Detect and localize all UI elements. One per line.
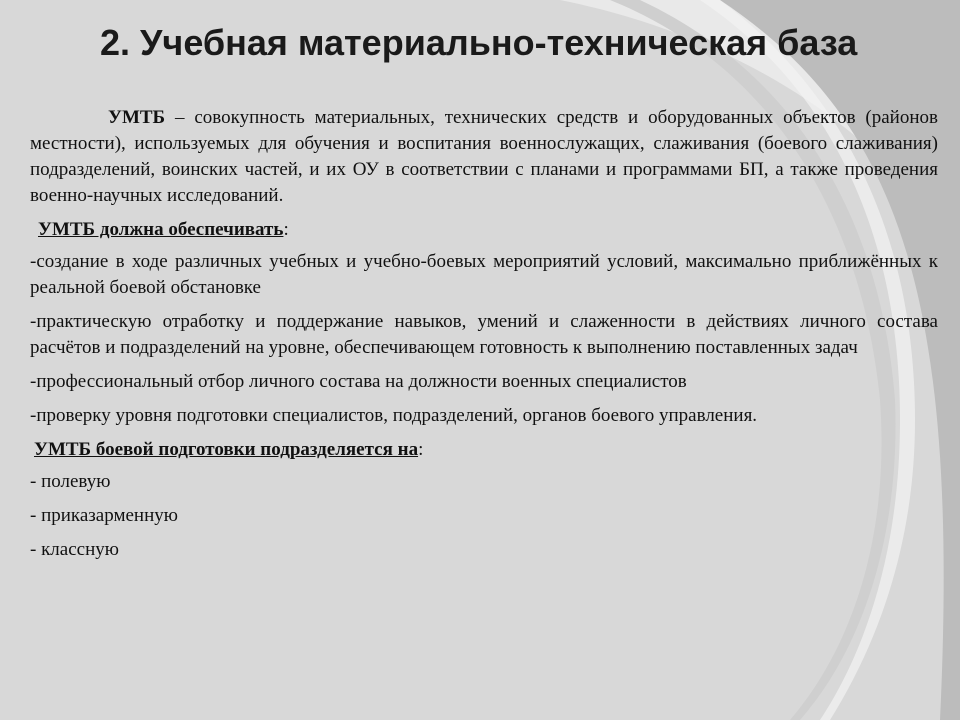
list-item: -проверку уровня подготовки специалистов, подразделений, органов боевого управления. — [30, 405, 758, 426]
section1-heading-text: УМТБ должна обеспечивать — [38, 219, 284, 240]
section2-heading-text: УМТБ боевой подготовки подразделяется на — [34, 439, 419, 460]
definition-paragraph — [30, 105, 938, 209]
list-item: - полевую — [30, 471, 111, 492]
section1-heading — [30, 217, 938, 243]
list-item: - классную — [30, 539, 119, 560]
slide-title: 2. Учебная материально-техническая база — [100, 22, 858, 63]
section1-heading-colon: : — [283, 219, 289, 240]
slide-body — [30, 105, 938, 571]
section2-heading — [30, 437, 938, 463]
list-item: -создание в ходе различных учебных и учебно-боевых мероприятий условий, максимально приближённых к реальной боевой обстановке — [30, 251, 938, 298]
definition-text: – совокупность материальных, технических средств и оборудованных объектов (районов местности), используемых для обучения и воспитания военнослужащих, слаживания (боевого слаживания) подразделений, воинских частей, и их ОУ в соответствии с планами и программами БП, а также проведения военно-научных исследований. — [30, 107, 938, 206]
list-item: -профессиональный отбор личного состава на должности военных специалистов — [30, 371, 687, 392]
list-item: -практическую отработку и поддержание навыков, умений и слаженности в действиях личного состава расчётов и подразделений на уровне, обеспечивающем готовность к выполнению поставленных задач — [30, 311, 938, 358]
definition-term: УМТБ — [108, 107, 166, 128]
list-item: - приказарменную — [30, 505, 178, 526]
section2-heading-colon: : — [418, 439, 424, 460]
